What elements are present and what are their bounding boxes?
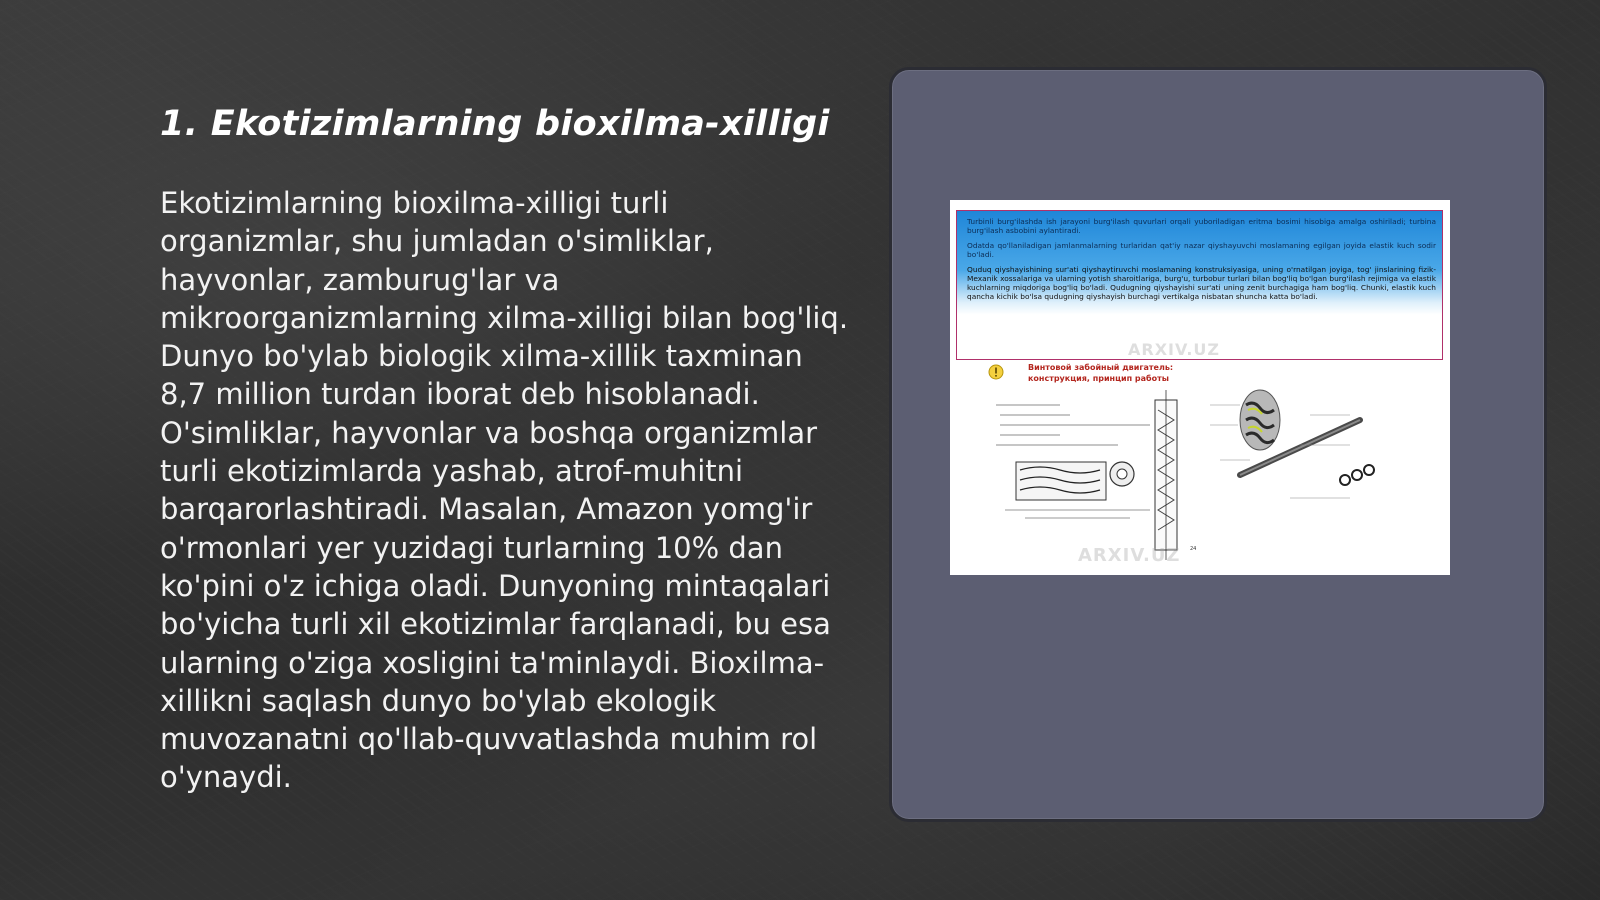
vertical-motor-drawing (1155, 390, 1196, 560)
image-paragraph-2: Odatda qo'llaniladigan jamlanmalarning turlaridan qat'iy nazar qiyshayuvchi moslamaning egilgan joyida elastik kuch sodir bo'ladi. (967, 241, 1436, 259)
watermark: ARXIV.UZ (1078, 545, 1181, 566)
slide-title: 1. Ekotizimlarning bioxilma-xilligi (160, 104, 830, 144)
image-paragraph-3: Quduq qiyshayishining sur'ati qiyshaytiruvchi moslamaning konstruksiyasiga, uning o'rnatilgan joyiga, tog' jinslarining fizik-Mexanik xossalariga va ularning yotish sharoitlariga, burg'u, turbobur turlari bilan bog'liq bo'lgan burg'ilash rejimiga va elastik kuchlarning miqdoriga bog'liq bo'ladi. Qudugning qiyshayishi sur'ati uning zenit burchagiga ham bog'liq. Chunki, elastik kuch qancha kichik bo'lsa qudugning qiyshayish burchagi vertikalga nisbatan shuncha katta bo'ladi. (967, 265, 1436, 301)
motor-diagram (950, 380, 1450, 575)
watermark: ARXIV.UZ (1128, 340, 1220, 359)
blue-text-box (956, 210, 1443, 360)
image-subtitle-line-1: Винтовой забойный двигатель: (1028, 363, 1174, 372)
slide-body-text: Ekotizimlarning bioxilma-xilligi turli organizmlar, shu jumladan o'simliklar, hayvonlar, zamburug'lar va mikroorganizmlarning xilma-xilligi bilan bog'liq. Dunyo bo'ylab biologik xilma-xillik taxminan 8,7 million turdan iborat deb hisoblanadi. O'simliklar, hayvonlar va boshqa organizmlar turli ekotizimlarda yashab, atrof-muhitni barqarorlashtiradi. Masalan, Amazon yomg'ir o'rmonlari yer yuzidagi turlarning 10% dan ko'pini o'z ichiga oladi. Dunyoning mintaqalari bo'yicha turli xil ekotizimlar farqlanadi, bu esa ularning o'ziga xosligini ta'minlaydi. Bioxilma-xillikni saqlash dunyo bo'ylab ekologik muvozanatni qo'llab-quvvatlashda muhim rol o'ynaydi. (160, 186, 849, 795)
warning-icon (988, 364, 1004, 380)
svg-text:24: 24 (1190, 546, 1197, 552)
image-paragraph-1: Turbinli burg'ilashda ish jarayoni burg'ilash quvurlari orqali yuboriladigan eritma bosimi hisobiga amalga oshiriladi; turbina burg'ilash asbobini aylantiradi. (967, 217, 1436, 235)
motor-3d-render (1210, 390, 1374, 498)
rotor-section-drawing (1005, 462, 1150, 518)
document-image (950, 200, 1450, 575)
image-subtitle-line-2: конструкция, принцип работы (1028, 374, 1170, 383)
